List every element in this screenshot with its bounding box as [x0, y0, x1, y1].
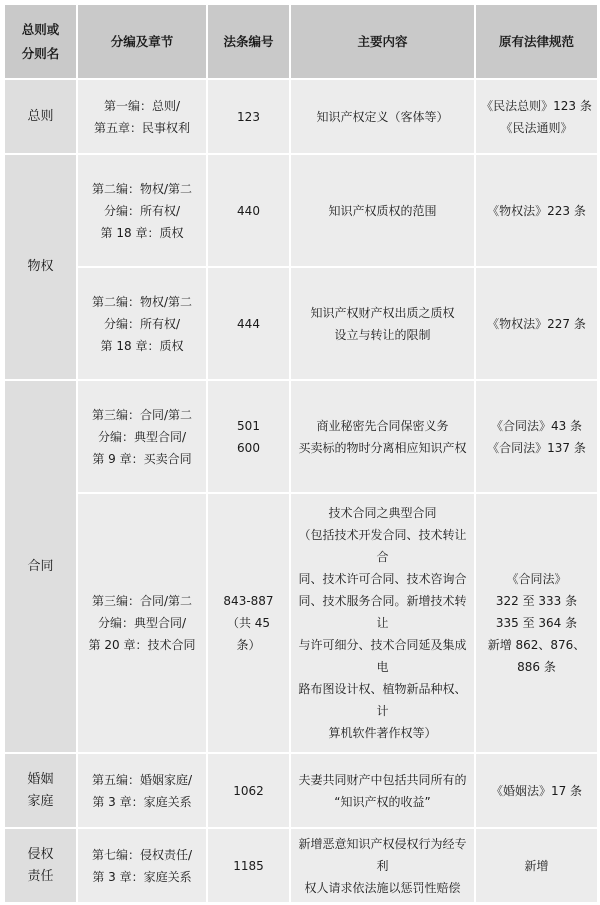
section-name: 合同: [4, 380, 77, 753]
original-cell: 《婚姻法》17 条: [475, 753, 598, 828]
header-row: [4, 4, 598, 79]
chapter-cell: 第二编：物权/第二 分编：所有权/ 第 18 章：质权: [77, 154, 207, 267]
section-name: 总则: [4, 79, 77, 154]
original-cell: 新增: [475, 828, 598, 903]
chapter-cell: 第七编：侵权责任/ 第 3 章：家庭关系: [77, 828, 207, 903]
header-original: 原有法律规范: [475, 4, 598, 79]
table-row: [4, 380, 598, 493]
section-name: 婚姻 家庭: [4, 753, 77, 828]
original-cell: 《民法总则》123 条 《民法通则》: [475, 79, 598, 154]
table-row: [4, 79, 598, 154]
original-cell: 《物权法》227 条: [475, 267, 598, 380]
chapter-cell: 第三编：合同/第二 分编：典型合同/ 第 20 章：技术合同: [77, 493, 207, 753]
article-cell: 444: [207, 267, 290, 380]
article-cell: 843-887 （共 45 条）: [207, 493, 290, 753]
header-section: 总则或 分则名: [4, 4, 77, 79]
original-cell: 《合同法》 322 至 333 条 335 至 364 条 新增 862、876、 886 条: [475, 493, 598, 753]
content-cell: 新增恶意知识产权侵权行为经专利 权人请求依法施以惩罚性赔偿: [290, 828, 475, 903]
table-row: [4, 493, 598, 753]
legal-comparison-table: [3, 3, 599, 904]
content-cell: 商业秘密先合同保密义务 买卖标的物时分离相应知识产权: [290, 380, 475, 493]
table-row: [4, 154, 598, 267]
header-content: 主要内容: [290, 4, 475, 79]
content-cell: 知识产权质权的范围: [290, 154, 475, 267]
content-cell: 夫妻共同财产中包括共同所有的 “知识产权的收益”: [290, 753, 475, 828]
article-cell: 1185: [207, 828, 290, 903]
original-cell: 《物权法》223 条: [475, 154, 598, 267]
table-row: [4, 828, 598, 903]
chapter-cell: 第三编：合同/第二 分编：典型合同/ 第 9 章：买卖合同: [77, 380, 207, 493]
content-cell: 知识产权定义（客体等）: [290, 79, 475, 154]
article-cell: 440: [207, 154, 290, 267]
section-name: 物权: [4, 154, 77, 380]
header-article: 法条编号: [207, 4, 290, 79]
table-row: [4, 267, 598, 380]
header-chapter: 分编及章节: [77, 4, 207, 79]
section-name: 侵权 责任: [4, 828, 77, 903]
content-cell: 技术合同之典型合同 （包括技术开发合同、技术转让合 同、技术许可合同、技术咨询合 同、技术服务合同。新增技术转让 与许可细分、技术合同延及集成电 路布图设计权、植物新品种权、计 算机软件著作权等）: [290, 493, 475, 753]
article-cell: 123: [207, 79, 290, 154]
original-cell: 《合同法》43 条 《合同法》137 条: [475, 380, 598, 493]
chapter-cell: 第二编：物权/第二 分编：所有权/ 第 18 章：质权: [77, 267, 207, 380]
table-row: [4, 753, 598, 828]
article-cell: 501 600: [207, 380, 290, 493]
article-cell: 1062: [207, 753, 290, 828]
chapter-cell: 第五编：婚姻家庭/ 第 3 章：家庭关系: [77, 753, 207, 828]
content-cell: 知识产权财产权出质之质权 设立与转让的限制: [290, 267, 475, 380]
chapter-cell: 第一编：总则/ 第五章：民事权利: [77, 79, 207, 154]
